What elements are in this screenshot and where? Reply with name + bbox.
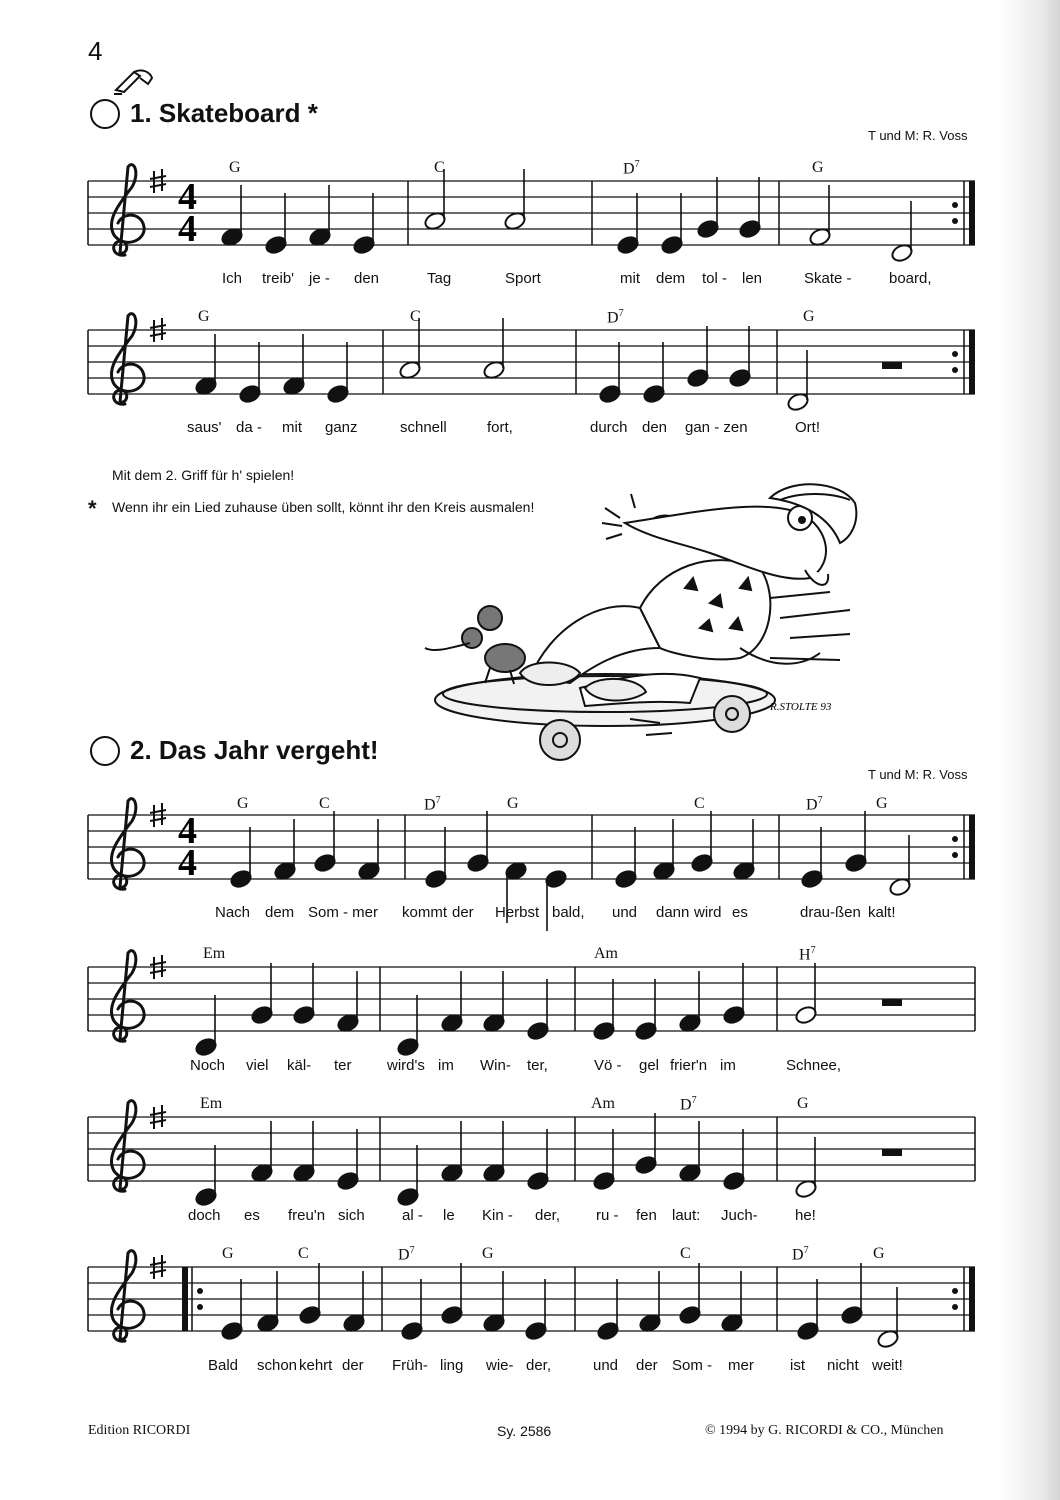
note: [194, 334, 218, 397]
note: [840, 1263, 864, 1326]
note: [526, 979, 550, 1042]
staff-system-5: [88, 1101, 975, 1208]
note: [844, 811, 868, 874]
lyric-syllable: treib': [262, 270, 295, 287]
chord-symbol: $D^7$: [424, 795, 441, 814]
lyric-syllable: drau-ßen: [800, 904, 861, 921]
lyric-syllable: im: [438, 1057, 454, 1074]
chord-symbol: G: [237, 795, 249, 812]
lyric-syllable: der: [636, 1357, 658, 1374]
staff-system-1: [88, 165, 975, 264]
note: [596, 1279, 620, 1342]
lyric-syllable: saus': [187, 419, 222, 436]
lyric-syllable: und: [612, 904, 638, 921]
chord-symbol: $H^7$: [799, 945, 816, 964]
asterisk-mark: *: [88, 496, 97, 521]
lyric-syllable: Nach: [215, 904, 251, 921]
lyric-syllable: tol -: [702, 270, 728, 287]
note: [357, 819, 381, 882]
note: [352, 193, 376, 256]
lyric-syllable: dem: [265, 904, 295, 921]
lyric-syllable: fort,: [487, 419, 513, 436]
note: [313, 811, 337, 874]
lyric-syllable: der,: [526, 1357, 552, 1374]
chord-symbol: $D^7$: [680, 1095, 697, 1114]
svg-text:4: 4: [178, 208, 197, 250]
note: [396, 995, 420, 1058]
lyric-syllable: Ort!: [795, 419, 820, 436]
note: [660, 193, 684, 256]
svg-text:4: 4: [178, 176, 197, 218]
note: [634, 1113, 658, 1176]
chord-symbol: G: [873, 1245, 885, 1262]
chord-symbol: C: [680, 1245, 691, 1262]
note: [524, 1279, 548, 1342]
lyric-syllable: mit: [282, 419, 302, 436]
lyric-syllable: der: [342, 1357, 364, 1374]
lyric-syllable: len: [742, 270, 763, 287]
song-1-title: 1. Skateboard *: [90, 98, 318, 129]
footer-edition: Edition RICORDI: [88, 1423, 191, 1438]
lyric-syllable: freu'n: [288, 1207, 326, 1224]
staff-system-4: [88, 951, 975, 1058]
note: [738, 177, 762, 240]
note: [423, 169, 447, 232]
lyric-syllable: kehrt: [299, 1357, 333, 1374]
lyric-syllable: Tag: [427, 270, 452, 287]
lyric-syllable: Kin -: [482, 1207, 513, 1224]
lyric-syllable: gel: [639, 1057, 660, 1074]
song-2-title: 2. Das Jahr vergeht!: [90, 735, 379, 766]
note: [336, 971, 360, 1034]
lyric-syllable: Herbst: [495, 904, 540, 921]
note: [544, 868, 568, 931]
chord-symbol: G: [803, 308, 815, 325]
note: [264, 193, 288, 256]
note: [482, 1271, 506, 1334]
note: [482, 318, 506, 381]
note: [194, 995, 218, 1058]
note: [796, 1279, 820, 1342]
note: [250, 963, 274, 1026]
note: [876, 1287, 900, 1350]
chord-symbol: $D^7$: [607, 308, 624, 327]
lyric-syllable: le: [443, 1207, 455, 1224]
chord-symbol: $D^7$: [806, 795, 823, 814]
lyric-syllable: ter: [334, 1057, 352, 1074]
note: [614, 827, 638, 890]
chord-symbol: G: [198, 308, 210, 325]
lyric-syllable: fen: [636, 1207, 657, 1224]
note: [888, 835, 912, 898]
lyric-syllable: al -: [402, 1207, 423, 1224]
note: [722, 1129, 746, 1192]
lyric-syllable: frier'n: [670, 1057, 708, 1074]
note: [634, 979, 658, 1042]
half-rest: [882, 999, 902, 1006]
note: [440, 971, 464, 1034]
note: [722, 963, 746, 1026]
lyric-syllable: Skate -: [804, 270, 852, 287]
staff-system-6: [88, 1251, 975, 1350]
lyric-syllable: käl-: [287, 1057, 312, 1074]
note: [616, 193, 640, 256]
svg-text:4: 4: [178, 810, 197, 852]
lyric-syllable: da -: [236, 419, 262, 436]
half-rest: [882, 1149, 902, 1156]
lyric-syllable: mit: [620, 270, 640, 287]
note: [890, 201, 914, 264]
note: [326, 342, 350, 405]
note: [298, 1263, 322, 1326]
page-number: 4: [88, 36, 103, 66]
lyric-syllable: Som -: [672, 1357, 713, 1374]
chord-symbol: C: [298, 1245, 309, 1262]
lyric-syllable: ist: [790, 1357, 805, 1374]
note: [592, 1129, 616, 1192]
svg-text:4: 4: [178, 842, 197, 884]
note: [678, 971, 702, 1034]
note: [592, 979, 616, 1042]
lyric-syllable: und: [593, 1357, 619, 1374]
note: [720, 1271, 744, 1334]
lyric-syllable: dann: [656, 904, 690, 921]
lyric-syllable: der: [452, 904, 474, 921]
note: [503, 169, 527, 232]
lyric-syllable: wie-: [486, 1357, 514, 1374]
note: [808, 185, 832, 248]
note: [238, 342, 262, 405]
lyric-syllable: sich: [338, 1207, 365, 1224]
homework-note: Wenn ihr ein Lied zuhause üben sollt, könnt ihr den Kreis ausmalen!: [112, 499, 535, 515]
lyric-syllable: Sport: [505, 270, 541, 287]
note: [292, 963, 316, 1026]
chord-symbol: C: [410, 308, 421, 325]
song-1-credit: T und M: R. Voss: [868, 128, 968, 143]
note: [220, 1279, 244, 1342]
note: [732, 819, 756, 882]
chord-symbol: G: [482, 1245, 494, 1262]
staff-system-2: [88, 314, 975, 413]
note: [400, 1279, 424, 1342]
lyric-syllable: durch: [590, 419, 628, 436]
note: [273, 819, 297, 882]
lyric-syllable: viel: [246, 1057, 269, 1074]
lyric-syllable: der,: [535, 1207, 561, 1224]
lyric-syllable: den: [354, 270, 380, 287]
note: [250, 1121, 274, 1184]
lyric-syllable: schnell: [400, 419, 447, 436]
lyric-syllable: laut:: [672, 1207, 701, 1224]
lyric-syllable: gan - zen: [685, 419, 748, 436]
lyric-syllable: ling: [440, 1357, 464, 1374]
lyric-syllable: he!: [795, 1207, 816, 1224]
lyric-syllable: kommt: [402, 904, 447, 921]
fingering-note: Mit dem 2. Griff für h' spielen!: [112, 467, 295, 483]
chord-symbol: G: [812, 159, 824, 176]
note: [598, 342, 622, 405]
lyric-syllable: schon: [257, 1357, 298, 1374]
chord-symbol: C: [434, 159, 445, 176]
note: [678, 1263, 702, 1326]
note: [786, 350, 810, 413]
note: [424, 827, 448, 890]
chord-symbol: G: [876, 795, 888, 812]
footer-copyright: © 1994 by G. RICORDI & CO., München: [705, 1423, 944, 1438]
lyric-syllable: Ich: [222, 270, 243, 287]
lyric-syllable: kalt!: [868, 904, 896, 921]
chord-symbol: G: [229, 159, 241, 176]
chord-symbol: Em: [203, 945, 226, 962]
footer-catalog-number: Sy. 2586: [497, 1423, 552, 1439]
note: [194, 1145, 218, 1208]
chord-symbol: C: [694, 795, 705, 812]
chord-symbol: Am: [591, 1095, 615, 1112]
lyric-syllable: nicht: [827, 1357, 859, 1374]
lyric-syllable: Noch: [190, 1057, 226, 1074]
lyric-syllable: ter,: [527, 1057, 548, 1074]
note: [728, 326, 752, 389]
note: [440, 1121, 464, 1184]
note: [642, 342, 666, 405]
note: [686, 326, 710, 389]
note: [256, 1271, 280, 1334]
lyric-syllable: wird's: [387, 1057, 425, 1074]
chord-symbol: G: [222, 1245, 234, 1262]
lyric-syllable: board,: [889, 270, 932, 287]
note: [652, 819, 676, 882]
note: [800, 827, 824, 890]
lyric-syllable: im: [720, 1057, 736, 1074]
lyric-syllable: es: [244, 1207, 260, 1224]
lyric-syllable: es: [732, 904, 748, 921]
lyric-syllable: je -: [309, 270, 330, 287]
chord-symbol: Am: [594, 945, 618, 962]
note: [396, 1145, 420, 1208]
note: [308, 185, 332, 248]
lyric-syllable: Win-: [480, 1057, 511, 1074]
lyric-syllable: bald,: [552, 904, 585, 921]
note: [526, 1129, 550, 1192]
lyric-syllable: Som - mer: [308, 904, 379, 921]
lyric-syllable: doch: [188, 1207, 221, 1224]
half-rest: [882, 362, 902, 369]
song-2-credit: T und M: R. Voss: [868, 767, 968, 782]
note: [696, 177, 720, 240]
lyric-syllable: Früh-: [392, 1357, 428, 1374]
note: [678, 1121, 702, 1184]
note: [794, 1137, 818, 1200]
lyric-syllable: wird: [694, 904, 722, 921]
lyric-syllable: mer: [728, 1357, 754, 1374]
note: [482, 1121, 506, 1184]
lyric-syllable: weit!: [872, 1357, 903, 1374]
note: [229, 827, 253, 890]
lyric-syllable: Schnee,: [786, 1057, 842, 1074]
lyric-syllable: ru -: [596, 1207, 619, 1224]
note: [292, 1121, 316, 1184]
note: [282, 334, 306, 397]
note: [342, 1271, 366, 1334]
lyric-syllable: dem: [656, 270, 686, 287]
lyric-syllable: Vö -: [594, 1057, 622, 1074]
note: [220, 185, 244, 248]
note: [398, 318, 422, 381]
chord-symbol: $D^7$: [792, 1245, 809, 1264]
note: [794, 963, 818, 1026]
chord-symbol: $D^7$: [623, 159, 640, 178]
lyric-syllable: Juch-: [721, 1207, 758, 1224]
note: [638, 1271, 662, 1334]
note: [482, 971, 506, 1034]
note: [690, 811, 714, 874]
lyric-syllable: den: [642, 419, 668, 436]
note: [336, 1129, 360, 1192]
note: [466, 811, 490, 874]
chord-symbol: Em: [200, 1095, 223, 1112]
chord-symbol: C: [319, 795, 330, 812]
chord-symbol: G: [507, 795, 519, 812]
chord-symbol: G: [797, 1095, 809, 1112]
note: [440, 1263, 464, 1326]
lyric-syllable: Bald: [208, 1357, 239, 1374]
illustration-signature: R.STOLTE 93: [770, 701, 832, 713]
chord-symbol: $D^7$: [398, 1245, 415, 1264]
lyric-syllable: ganz: [325, 419, 358, 436]
